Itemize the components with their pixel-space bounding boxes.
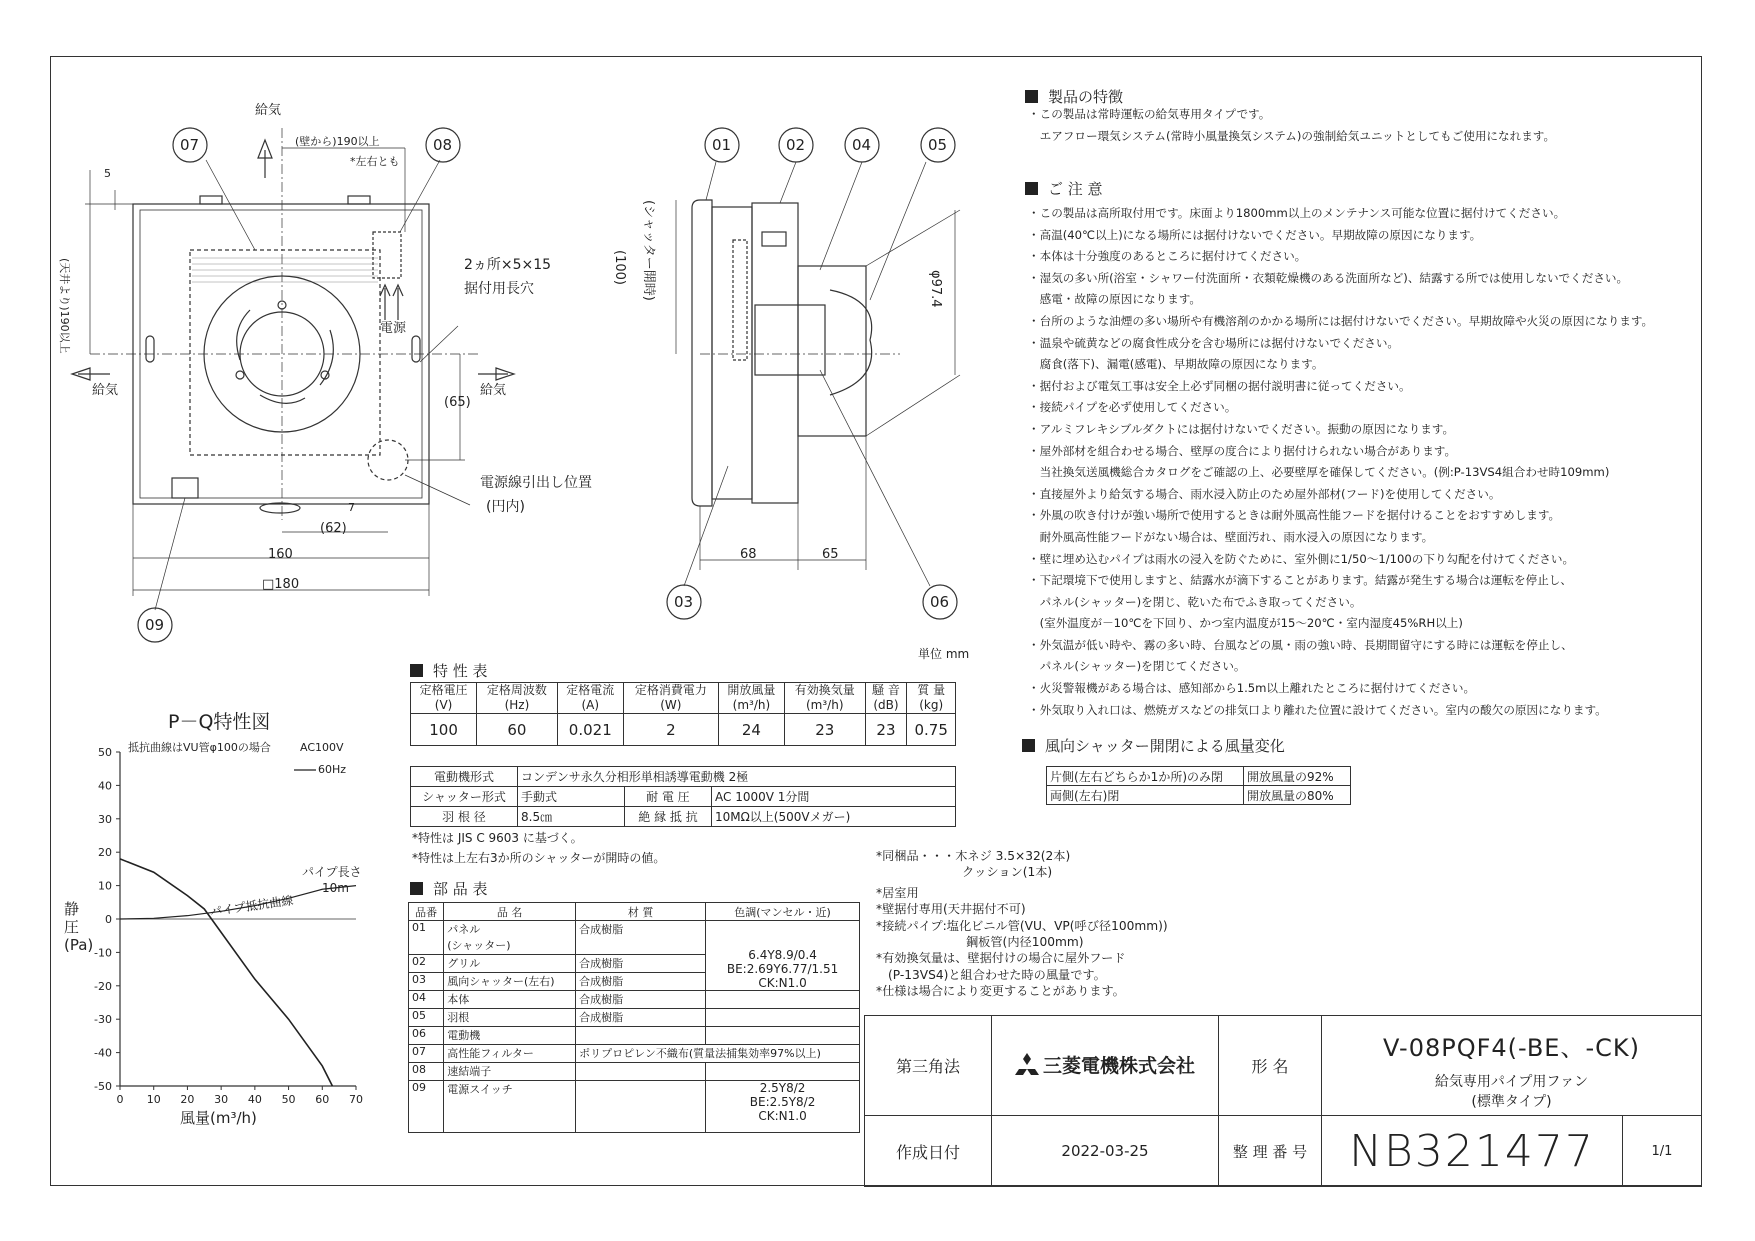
part-material: 合成樹脂 — [576, 1009, 706, 1027]
caution-line: ・壁に埋め込むパイプは雨水の浸入を防ぐために、室外側に1/50～1/100の下り勾配を付けてください。 — [1028, 551, 1575, 566]
supply-left-label: 給気 — [92, 383, 119, 398]
series-line-resistance — [120, 886, 356, 919]
part-name: 本体 — [444, 991, 576, 1009]
part-color — [706, 991, 860, 1009]
dim-100: (100) — [612, 250, 627, 285]
caution-line: ・外気取り入れ口は、燃焼ガスなどの排気口より離れた位置に設けてください。室内の酸欠の原因になります。 — [1028, 702, 1607, 717]
mount-holes-sub: 据付用長穴 — [464, 281, 534, 297]
caution-line: ・据付および電気工事は安全上必ず同梱の据付説明書に従ってください。 — [1028, 378, 1411, 393]
parts-header-row — [409, 903, 860, 921]
callout-02: 02 — [786, 136, 806, 154]
dim-68: 68 — [740, 547, 757, 562]
blade-label: 羽 根 径 — [411, 807, 518, 827]
part-color — [706, 1009, 860, 1027]
y-tick-label: 0 — [105, 913, 112, 926]
spec-header-cell: 質 量 (kg) — [907, 683, 956, 714]
part-material — [576, 1027, 706, 1045]
part-name: 風向シャッター(左右) — [444, 973, 576, 991]
pq-voltage: AC100V — [300, 741, 344, 754]
caution-line: 耐外風高性能フードがない場合は、壁面汚れ、雨水浸入の原因になります。 — [1028, 529, 1434, 544]
part-material: 合成樹脂 — [576, 991, 706, 1009]
part-name: グリル — [444, 955, 576, 973]
callout-04: 04 — [852, 136, 872, 154]
shutter-table-heading: 風向シャッター開閉による風量変化 — [1022, 735, 1285, 756]
model-label: 形 名 — [1219, 1016, 1322, 1116]
x-tick-label: 20 — [180, 1093, 195, 1106]
y-tick-label: 10 — [98, 879, 112, 893]
wall-clearance-label: (壁から)190以上 — [295, 135, 380, 148]
part-name: 高性能フィルター — [444, 1045, 576, 1063]
caution-line: ・屋外部材を組合わせる場合、壁厚の度合により据付けられない場合があります。 — [1028, 443, 1457, 458]
spec-value-cell: 23 — [784, 714, 865, 746]
part-material: ポリプロピレン不織布(質量法捕集効率97%以上) — [576, 1045, 860, 1063]
product-name: 給気専用パイプ用ファン — [1434, 1074, 1589, 1090]
mount-holes-label: 2ヵ所×5×15 — [464, 257, 552, 273]
cautions-heading: ご 注 意 — [1025, 178, 1103, 199]
dim-62: (62) — [320, 521, 347, 536]
parts-header-cell: 色調(マンセル・近) — [706, 903, 860, 921]
parts-header-cell: 材 質 — [576, 903, 706, 921]
projection-method: 第三角法 — [865, 1016, 992, 1116]
parts-row — [409, 1081, 860, 1133]
both-sides-note: *左右とも — [350, 155, 400, 168]
shutter-open-label: (シャッター開時) — [641, 200, 656, 301]
parts-header-cell: 品番 — [409, 903, 444, 921]
spec-value-cell: 0.021 — [557, 714, 623, 746]
insulation-label: 絶 縁 抵 抗 — [625, 807, 712, 827]
part-no: 01 — [409, 921, 444, 955]
part-color — [706, 1063, 860, 1081]
part-name: 電源スイッチ — [444, 1081, 576, 1133]
y-tick-label: -50 — [94, 1080, 112, 1093]
ref-number: NB321477 — [1322, 1116, 1623, 1187]
x-tick-label: 30 — [214, 1093, 229, 1106]
callout-06: 06 — [930, 593, 950, 611]
y-tick-label: -30 — [94, 1013, 112, 1027]
y-tick-label: 40 — [98, 779, 112, 793]
pq-pipe-len-label: パイプ長さ — [302, 865, 362, 879]
spec-value-row — [411, 714, 956, 746]
part-color — [706, 1027, 860, 1045]
dim-5: 5 — [104, 167, 111, 180]
power-exit-sub: (円内) — [486, 499, 525, 515]
spec-header-cell: 定格消費電力 (W) — [623, 683, 718, 714]
ceiling-clearance-label: (天井より)190以上 — [58, 258, 71, 354]
motor-value: コンデンサ永久分相形単相誘導電動機 2極 — [518, 767, 956, 787]
caution-line: ・温泉や硫黄などの腐食性成分を含む場所には据付けないでください。 — [1028, 335, 1400, 350]
caution-line: ・直接屋外より給気する場合、雨水浸入防止のため屋外部材(フード)を使用してください。 — [1028, 486, 1501, 501]
caution-line: ・本体は十分強度のあるところに据付けてください。 — [1028, 249, 1307, 264]
accessory-line: *接続パイプ:塩化ビニル管(VU、VP(呼び径100mm)) — [876, 918, 1168, 933]
parts-row — [409, 1045, 860, 1063]
spec-value-cell: 2 — [623, 714, 718, 746]
part-no: 06 — [409, 1027, 444, 1045]
part-name: 電動機 — [444, 1027, 576, 1045]
shutter-type-label: シャッター形式 — [411, 787, 518, 807]
spec-header-cell: 有効換気量 (m³/h) — [784, 683, 865, 714]
date-value: 2022-03-25 — [992, 1116, 1219, 1187]
pq-chart-title: P－Q特性図 — [168, 711, 271, 733]
x-tick-label: 0 — [116, 1093, 124, 1106]
caution-line: ・火災警報機がある場合は、感知部から1.5m以上離れたところに据付けてください。 — [1028, 681, 1476, 696]
model-cell — [1322, 1016, 1702, 1116]
callout-05: 05 — [928, 136, 948, 154]
accessory-line: *有効換気量は、壁据付けの場合に屋外フード — [876, 951, 1126, 966]
part-no: 07 — [409, 1045, 444, 1063]
caution-line: ・外風の吹き付けが強い場所で使用するときは耐外風高性能フードを据付けることをおすすめします。 — [1028, 508, 1561, 523]
shutter-cond: 両側(左右)閉 — [1047, 786, 1244, 805]
spec-note-1: *特性は JIS C 9603 に基づく。 — [412, 831, 583, 845]
accessory-line: 鋼板管(内径100mm) — [966, 935, 1084, 950]
part-material: 合成樹脂 — [576, 973, 706, 991]
caution-line: ・この製品は高所取付用です。床面より1800mm以上のメンテナンス可能な位置に据付けてください。 — [1028, 206, 1566, 220]
caution-line: ・アルミフレキシブルダクトには据付けないでください。振動の原因になります。 — [1028, 421, 1455, 436]
spec-heading: 特 性 表 — [410, 660, 488, 681]
part-no: 05 — [409, 1009, 444, 1027]
pq-legend: 60Hz — [318, 763, 347, 776]
callout-01: 01 — [712, 136, 732, 154]
parts-table — [408, 902, 860, 1133]
ref-label: 整 理 番 号 — [1219, 1116, 1322, 1187]
parts-heading: 部 品 表 — [410, 878, 488, 899]
dim-65-side: 65 — [822, 547, 839, 562]
spec-value-cell: 23 — [865, 714, 907, 746]
page-number: 1/1 — [1623, 1116, 1702, 1187]
caution-line: ・接続パイプを必ず使用してください。 — [1028, 400, 1237, 415]
pq-ylabel: 静圧(Pa) — [64, 900, 94, 954]
callout-08: 08 — [433, 136, 453, 154]
supply-top-label: 給気 — [255, 103, 282, 118]
shutter-val: 開放風量の80% — [1244, 786, 1351, 805]
part-no: 04 — [409, 991, 444, 1009]
parts-row — [409, 991, 860, 1009]
caution-line: パネル(シャッター)を閉じてください。 — [1028, 659, 1246, 674]
x-tick-label: 70 — [349, 1093, 363, 1106]
part-material — [576, 1063, 706, 1081]
spec-detail-table — [410, 766, 956, 827]
spec-header-cell: 定格周波数 (Hz) — [477, 683, 558, 714]
callout-09: 09 — [145, 616, 165, 634]
spec-table — [410, 682, 956, 746]
part-name: 速結端子 — [444, 1063, 576, 1081]
product-sub: (標準タイプ) — [1471, 1094, 1552, 1110]
date-label: 作成日付 — [865, 1116, 992, 1187]
parts-row — [409, 1027, 860, 1045]
part-no: 02 — [409, 955, 444, 973]
withstand-label: 耐 電 圧 — [625, 787, 712, 807]
supply-right-label: 給気 — [480, 383, 507, 398]
accessory-line: *壁据付専用(天井据付不可) — [876, 902, 1026, 917]
y-tick-label: -20 — [94, 979, 112, 993]
y-tick-label: 20 — [98, 846, 112, 860]
y-tick-label: -40 — [94, 1046, 112, 1060]
y-tick-label: -10 — [94, 946, 112, 960]
caution-line: ・下記環境下で使用しますと、結露水が滴下することがあります。結露が発生する場合は運転を停止し、 — [1028, 573, 1572, 588]
caution-line: パネル(シャッター)を閉じ、乾いた布でふき取ってください。 — [1028, 594, 1362, 609]
motor-label: 電動機形式 — [411, 767, 518, 787]
caution-line: ・外気温が低い時や、霧の多い時、台風などの風・雨の強い時、長期間留守にする時には運転を停止し、 — [1028, 637, 1573, 652]
pq-resistance-note: 抵抗曲線はVU管φ100の場合 — [128, 741, 271, 754]
cautions-list — [1028, 203, 1668, 721]
spec-value-cell: 24 — [718, 714, 784, 746]
x-tick-label: 10 — [146, 1093, 161, 1106]
part-material: 合成樹脂 — [576, 921, 706, 955]
part-material: 合成樹脂 — [576, 955, 706, 973]
series-line-fan — [120, 859, 332, 1086]
spec-value-cell: 0.75 — [907, 714, 956, 746]
unit-label: 単位 mm — [918, 647, 970, 661]
shutter-val: 開放風量の92% — [1244, 767, 1351, 786]
accessory-notes — [876, 848, 1168, 1000]
shutter-cond: 片側(左右どちらか1か所)のみ閉 — [1047, 767, 1244, 786]
dim-phi: φ97.4 — [928, 270, 943, 308]
dim-65-front: (65) — [444, 395, 471, 410]
parts-body — [409, 921, 860, 1133]
callout-03: 03 — [674, 593, 694, 611]
accessory-line: (P-13VS4)と組合わせた時の風量です。 — [888, 967, 1106, 982]
title-block — [864, 1015, 1702, 1187]
caution-line: ・高温(40℃以上)になる場所には据付けないでください。早期故障の原因になります。 — [1028, 227, 1482, 242]
model-number: V-08PQF4(-BE、-CK) — [1383, 1034, 1640, 1062]
part-name: 羽根 — [444, 1009, 576, 1027]
pq-xlabel: 風量(m³/h) — [180, 1109, 257, 1127]
dim-7: 7 — [348, 501, 355, 514]
caution-line: 当社換気送風機総合カタログをご確認の上、必要壁厚を確保してください。(例:P-13VS4組合わせ時109mm) — [1028, 465, 1610, 480]
parts-row — [409, 1009, 860, 1027]
spec-header-cell: 定格電圧 (V) — [411, 683, 477, 714]
power-exit-label: 電源線引出し位置 — [480, 475, 592, 491]
parts-row — [409, 1063, 860, 1081]
power-label: 電源 — [380, 321, 407, 336]
shutter-table — [1046, 766, 1351, 805]
x-tick-label: 60 — [315, 1093, 330, 1106]
dim-160: 160 — [268, 547, 293, 562]
accessory-line: *同梱品・・・木ネジ 3.5×32(2本) — [876, 849, 1071, 863]
x-tick-label: 50 — [281, 1093, 296, 1106]
shutter-type-value: 手動式 — [518, 787, 625, 807]
caution-line: (室外温度が－10℃を下回り、かつ室内温度が15～20℃・室内湿度45%RH以上) — [1028, 616, 1463, 631]
accessory-line: *居室用 — [876, 885, 919, 900]
dim-180: □180 — [262, 577, 300, 592]
spec-value-cell: 60 — [477, 714, 558, 746]
caution-line: ・湿気の多い所(浴室・シャワー付洗面所・衣類乾燥機のある洗面所など)、結露する所では使用しないでください。 — [1028, 270, 1629, 285]
company-name: 三菱電機株式会社 — [1042, 1055, 1195, 1077]
features-heading: 製品の特徴 — [1025, 86, 1123, 107]
blade-value: 8.5㎝ — [518, 807, 625, 827]
parts-row — [409, 921, 860, 955]
y-tick-label: 50 — [98, 746, 112, 759]
y-tick-label: 30 — [98, 812, 112, 826]
feature-line: エアフロー環気システム(常時小風量換気システム)の強制給気ユニットとしてもご使用になれます。 — [1028, 128, 1556, 143]
insulation-value: 10MΩ以上(500Vメガー) — [712, 807, 956, 827]
part-no: 09 — [409, 1081, 444, 1133]
company-cell — [992, 1016, 1219, 1116]
part-color-group: 6.4Y8.9/0.4 BE:2.69Y6.77/1.51 CK:N1.0 — [706, 921, 860, 991]
features-list — [1028, 104, 1668, 147]
feature-line: ・この製品は常時運転の給気専用タイプです。 — [1028, 107, 1271, 121]
mitsubishi-logo-icon — [1015, 1053, 1039, 1080]
part-name: パネル (シャッター) — [444, 921, 576, 955]
part-no: 08 — [409, 1063, 444, 1081]
x-tick-label: 40 — [247, 1093, 262, 1106]
withstand-value: AC 1000V 1分間 — [712, 787, 956, 807]
caution-line: ・台所のような油煙の多い場所や有機溶剤のかかる場所には据付けないでください。早期故障や火災の原因になります。 — [1028, 313, 1654, 328]
part-material — [576, 1081, 706, 1133]
accessory-line: クッション(1本) — [962, 865, 1053, 880]
spec-header-cell: 定格電流 (A) — [557, 683, 623, 714]
callout-07: 07 — [180, 136, 200, 154]
spec-note-2: *特性は上左右3か所のシャッターが開時の値。 — [412, 851, 666, 865]
pq-pipe-len-value: 10m — [322, 881, 349, 895]
caution-line: 腐食(落下)、漏電(感電)、早期故障の原因になります。 — [1028, 357, 1324, 372]
part-color-group: 2.5Y8/2 BE:2.5Y8/2 CK:N1.0 — [706, 1081, 860, 1133]
caution-line: 感電・故障の原因になります。 — [1028, 292, 1201, 307]
spec-value-cell: 100 — [411, 714, 477, 746]
accessory-line: *仕様は場合により変更することがあります。 — [876, 984, 1125, 999]
spec-header-cell: 騒 音 (dB) — [865, 683, 907, 714]
parts-header-cell: 品 名 — [444, 903, 576, 921]
pq-curve-label: パイプ抵抗曲線 — [209, 893, 295, 919]
spec-header-row — [411, 683, 956, 714]
part-no: 03 — [409, 973, 444, 991]
spec-header-cell: 開放風量 (m³/h) — [718, 683, 784, 714]
